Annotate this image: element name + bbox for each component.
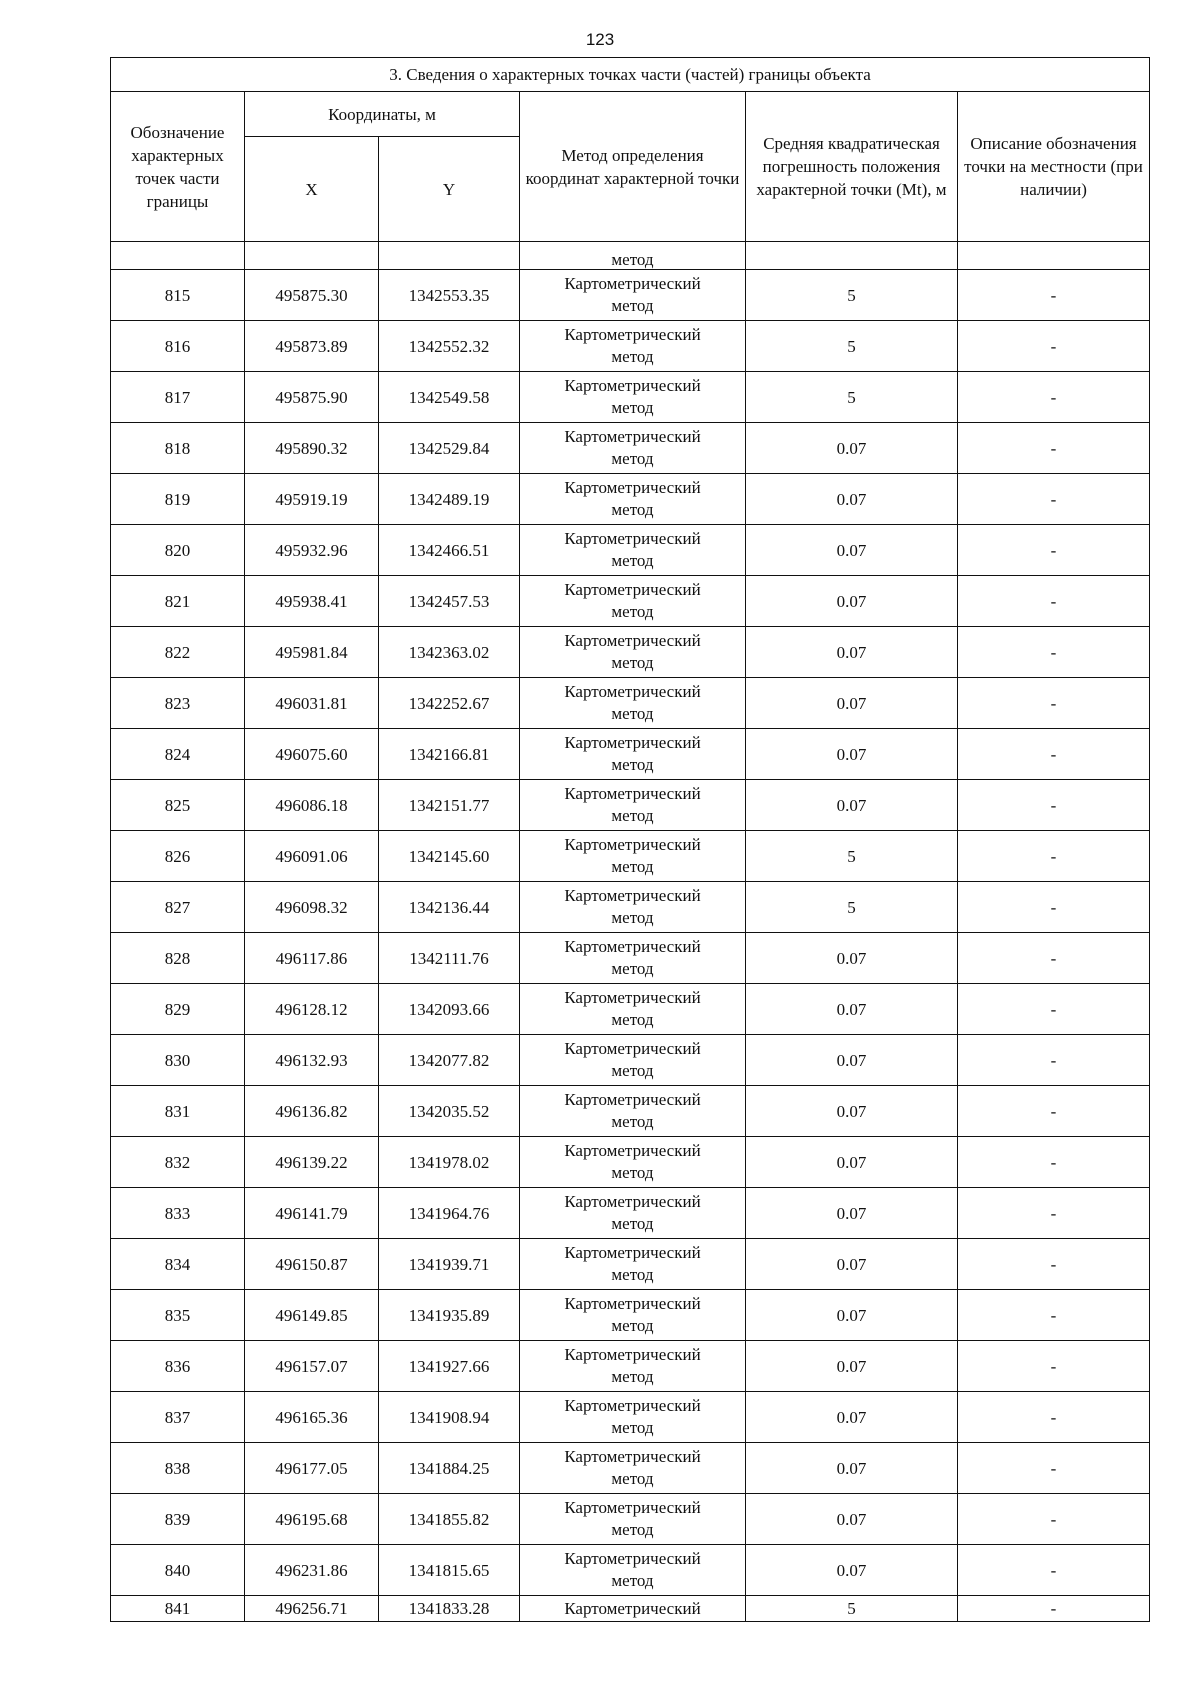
y-cell: 1341939.71 bbox=[379, 1239, 520, 1290]
x-cell: 496157.07 bbox=[245, 1341, 379, 1392]
table-row bbox=[111, 474, 1150, 525]
table-row bbox=[111, 1443, 1150, 1494]
method-line-1: Картометрический bbox=[564, 682, 701, 701]
method-line-2: метод bbox=[611, 1112, 654, 1131]
description-cell: - bbox=[958, 1035, 1150, 1086]
table-row bbox=[111, 627, 1150, 678]
header-x: X bbox=[245, 137, 379, 242]
error-cell: 0.07 bbox=[746, 1341, 958, 1392]
description-cell: - bbox=[958, 576, 1150, 627]
method-cell bbox=[520, 780, 746, 831]
table-row bbox=[111, 1035, 1150, 1086]
method-line-1: Картометрический bbox=[564, 733, 701, 752]
method-line-1: Картометрический bbox=[564, 937, 701, 956]
method-cell bbox=[520, 1035, 746, 1086]
table-row bbox=[111, 831, 1150, 882]
error-cell: 5 bbox=[746, 831, 958, 882]
y-cell: 1341908.94 bbox=[379, 1392, 520, 1443]
x-cell: 496086.18 bbox=[245, 780, 379, 831]
x-cell: 496136.82 bbox=[245, 1086, 379, 1137]
description-cell: - bbox=[958, 1494, 1150, 1545]
table-row bbox=[111, 780, 1150, 831]
point-cell: 820 bbox=[111, 525, 245, 576]
error-cell: 0.07 bbox=[746, 678, 958, 729]
method-line-2: метод bbox=[611, 1163, 654, 1182]
table-row bbox=[111, 372, 1150, 423]
method-cell bbox=[520, 831, 746, 882]
description-cell: - bbox=[958, 270, 1150, 321]
point-cell: 837 bbox=[111, 1392, 245, 1443]
x-cell: 496231.86 bbox=[245, 1545, 379, 1596]
table-row bbox=[111, 1494, 1150, 1545]
error-cell: 5 bbox=[746, 1596, 958, 1622]
error-cell: 0.07 bbox=[746, 474, 958, 525]
x-cell: 496165.36 bbox=[245, 1392, 379, 1443]
method-line-2: метод bbox=[611, 602, 654, 621]
x-cell: 495890.32 bbox=[245, 423, 379, 474]
error-cell: 0.07 bbox=[746, 780, 958, 831]
header-point: Обозначение характерных точек части границы bbox=[111, 92, 245, 242]
description-cell: - bbox=[958, 1545, 1150, 1596]
y-cell: 1341927.66 bbox=[379, 1341, 520, 1392]
table-row bbox=[111, 1545, 1150, 1596]
method-line-1: Картометрический bbox=[564, 988, 701, 1007]
method-line-2: метод bbox=[611, 1469, 654, 1488]
point-cell: 841 bbox=[111, 1596, 245, 1622]
table-row bbox=[111, 576, 1150, 627]
error-cell: 0.07 bbox=[746, 1188, 958, 1239]
x-cell: 496150.87 bbox=[245, 1239, 379, 1290]
table-row bbox=[111, 1188, 1150, 1239]
method-line-2: метод bbox=[611, 857, 654, 876]
error-cell: 0.07 bbox=[746, 1443, 958, 1494]
y-cell: 1342093.66 bbox=[379, 984, 520, 1035]
table-row bbox=[111, 1137, 1150, 1188]
header-method: Метод определения координат характерной точки bbox=[520, 92, 746, 242]
point-cell: 823 bbox=[111, 678, 245, 729]
method-line-1: Картометрический bbox=[564, 1549, 701, 1568]
method-line-1: Картометрический bbox=[564, 1447, 701, 1466]
point-cell: 818 bbox=[111, 423, 245, 474]
method-line-1: Картометрический bbox=[564, 1090, 701, 1109]
method-line-2: метод bbox=[611, 1010, 654, 1029]
method-cell bbox=[520, 984, 746, 1035]
error-cell: 0.07 bbox=[746, 1545, 958, 1596]
method-line-1: Картометрический bbox=[564, 427, 701, 446]
header-description: Описание обозначения точки на местности (при наличии) bbox=[958, 92, 1150, 242]
point-cell: 826 bbox=[111, 831, 245, 882]
x-cell: 496141.79 bbox=[245, 1188, 379, 1239]
table-row bbox=[111, 1290, 1150, 1341]
y-cell: 1341855.82 bbox=[379, 1494, 520, 1545]
description-cell: - bbox=[958, 933, 1150, 984]
description-cell: - bbox=[958, 1137, 1150, 1188]
method-line-2: метод bbox=[611, 1418, 654, 1437]
header-error: Средняя квадратическая погрешность положения характерной точки (Mt), м bbox=[746, 92, 958, 242]
point-cell: 832 bbox=[111, 1137, 245, 1188]
x-cell: 496075.60 bbox=[245, 729, 379, 780]
point-cell: 816 bbox=[111, 321, 245, 372]
method-cell bbox=[520, 1137, 746, 1188]
boundary-points-table bbox=[110, 57, 1150, 1622]
method-line-1: Картометрический bbox=[564, 631, 701, 650]
error-cell: 5 bbox=[746, 321, 958, 372]
error-cell: 0.07 bbox=[746, 627, 958, 678]
method-cell bbox=[520, 321, 746, 372]
point-cell: 817 bbox=[111, 372, 245, 423]
error-cell: 0.07 bbox=[746, 576, 958, 627]
x-cell: 496098.32 bbox=[245, 882, 379, 933]
y-cell: 1342111.76 bbox=[379, 933, 520, 984]
method-line-1: Картометрический bbox=[564, 784, 701, 803]
method-line-1: Картометрический bbox=[564, 1396, 701, 1415]
method-cell bbox=[520, 933, 746, 984]
table-row bbox=[111, 933, 1150, 984]
y-cell: 1342549.58 bbox=[379, 372, 520, 423]
method-line-2: метод bbox=[611, 959, 654, 978]
table-row bbox=[111, 1596, 1150, 1622]
method-cell bbox=[520, 423, 746, 474]
x-cell: 495981.84 bbox=[245, 627, 379, 678]
point-cell: 828 bbox=[111, 933, 245, 984]
method-cell bbox=[520, 525, 746, 576]
method-line-2: метод bbox=[611, 806, 654, 825]
y-cell: 1341964.76 bbox=[379, 1188, 520, 1239]
method-line-2: метод bbox=[611, 1214, 654, 1233]
x-cell: 496256.71 bbox=[245, 1596, 379, 1622]
description-cell: - bbox=[958, 729, 1150, 780]
method-line-1: Картометрический bbox=[564, 478, 701, 497]
method-line-2: метод bbox=[611, 1061, 654, 1080]
description-cell: - bbox=[958, 1290, 1150, 1341]
description-cell: - bbox=[958, 780, 1150, 831]
error-cell: 0.07 bbox=[746, 1137, 958, 1188]
x-cell: 495875.30 bbox=[245, 270, 379, 321]
x-cell: 495875.90 bbox=[245, 372, 379, 423]
point-cell: 824 bbox=[111, 729, 245, 780]
x-cell: 496128.12 bbox=[245, 984, 379, 1035]
method-line-2: метод bbox=[611, 347, 654, 366]
x-cell: 496132.93 bbox=[245, 1035, 379, 1086]
method-line-2: метод bbox=[611, 755, 654, 774]
description-cell: - bbox=[958, 1443, 1150, 1494]
method-cell bbox=[520, 729, 746, 780]
table-row bbox=[111, 1392, 1150, 1443]
method-line-1: Картометрический bbox=[564, 580, 701, 599]
table-row bbox=[111, 525, 1150, 576]
error-cell: 0.07 bbox=[746, 423, 958, 474]
error-cell: 0.07 bbox=[746, 525, 958, 576]
x-cell: 496031.81 bbox=[245, 678, 379, 729]
error-cell: 0.07 bbox=[746, 1239, 958, 1290]
description-cell: - bbox=[958, 321, 1150, 372]
point-cell: 815 bbox=[111, 270, 245, 321]
table-row bbox=[111, 984, 1150, 1035]
y-cell: 1342363.02 bbox=[379, 627, 520, 678]
description-cell: - bbox=[958, 627, 1150, 678]
header-y: Y bbox=[379, 137, 520, 242]
method-line-2: метод bbox=[611, 500, 654, 519]
description-cell: - bbox=[958, 1086, 1150, 1137]
method-cell bbox=[520, 1239, 746, 1290]
error-cell: 0.07 bbox=[746, 1086, 958, 1137]
y-cell: 1341815.65 bbox=[379, 1545, 520, 1596]
error-cell: 5 bbox=[746, 270, 958, 321]
y-cell: 1342077.82 bbox=[379, 1035, 520, 1086]
y-cell: 1341978.02 bbox=[379, 1137, 520, 1188]
method-cell bbox=[520, 1086, 746, 1137]
method-line-2: метод bbox=[611, 1316, 654, 1335]
method-line-2: метод bbox=[611, 653, 654, 672]
table-row bbox=[111, 321, 1150, 372]
point-cell: 822 bbox=[111, 627, 245, 678]
description-cell: - bbox=[958, 423, 1150, 474]
method-cell bbox=[520, 270, 746, 321]
x-cell: 495919.19 bbox=[245, 474, 379, 525]
error-cell: 0.07 bbox=[746, 1494, 958, 1545]
y-cell: 1342145.60 bbox=[379, 831, 520, 882]
continued-row bbox=[111, 242, 1150, 270]
method-line-1: Картометрический bbox=[564, 1498, 701, 1517]
table-row bbox=[111, 678, 1150, 729]
method-cell bbox=[520, 678, 746, 729]
point-cell: 831 bbox=[111, 1086, 245, 1137]
error-cell: 0.07 bbox=[746, 1290, 958, 1341]
method-line-2: метод bbox=[611, 296, 654, 315]
method-line-1: Картометрический bbox=[564, 1192, 701, 1211]
error-cell: 5 bbox=[746, 372, 958, 423]
method-line-2: метод bbox=[611, 449, 654, 468]
description-cell: - bbox=[958, 984, 1150, 1035]
table-row bbox=[111, 1239, 1150, 1290]
method-cell bbox=[520, 1545, 746, 1596]
description-cell: - bbox=[958, 1188, 1150, 1239]
error-cell: 0.07 bbox=[746, 933, 958, 984]
description-cell: - bbox=[958, 882, 1150, 933]
y-cell: 1342151.77 bbox=[379, 780, 520, 831]
point-cell: 829 bbox=[111, 984, 245, 1035]
point-cell: 835 bbox=[111, 1290, 245, 1341]
method-cell bbox=[520, 882, 746, 933]
description-cell: - bbox=[958, 678, 1150, 729]
method-cell bbox=[520, 372, 746, 423]
y-cell: 1342166.81 bbox=[379, 729, 520, 780]
x-cell: 496091.06 bbox=[245, 831, 379, 882]
y-cell: 1341935.89 bbox=[379, 1290, 520, 1341]
method-cell bbox=[520, 576, 746, 627]
method-line-1: Картометрический bbox=[564, 1243, 701, 1262]
table-row bbox=[111, 729, 1150, 780]
method-cell: Картометрический bbox=[520, 1596, 746, 1622]
point-cell: 830 bbox=[111, 1035, 245, 1086]
y-cell: 1342529.84 bbox=[379, 423, 520, 474]
table-row bbox=[111, 423, 1150, 474]
method-line-2: метод bbox=[611, 551, 654, 570]
method-line-2: метод bbox=[611, 1520, 654, 1539]
method-line-2: метод bbox=[611, 398, 654, 417]
description-cell: - bbox=[958, 372, 1150, 423]
method-cell bbox=[520, 474, 746, 525]
y-cell: 1342136.44 bbox=[379, 882, 520, 933]
method-cell bbox=[520, 1443, 746, 1494]
y-cell: 1342457.53 bbox=[379, 576, 520, 627]
point-cell: 839 bbox=[111, 1494, 245, 1545]
description-cell: - bbox=[958, 525, 1150, 576]
method-line-2: метод bbox=[611, 1571, 654, 1590]
method-line-2: метод bbox=[611, 1265, 654, 1284]
table-row bbox=[111, 270, 1150, 321]
y-cell: 1342252.67 bbox=[379, 678, 520, 729]
table-row bbox=[111, 882, 1150, 933]
description-cell: - bbox=[958, 1392, 1150, 1443]
method-line-1: Картометрический bbox=[564, 529, 701, 548]
method-line-1: Картометрический bbox=[564, 274, 701, 293]
method-cell bbox=[520, 1290, 746, 1341]
y-cell: 1341833.28 bbox=[379, 1596, 520, 1622]
point-cell: 827 bbox=[111, 882, 245, 933]
error-cell: 0.07 bbox=[746, 984, 958, 1035]
method-line-1: Картометрический bbox=[564, 1294, 701, 1313]
description-cell: - bbox=[958, 1596, 1150, 1622]
y-cell: 1342552.32 bbox=[379, 321, 520, 372]
point-cell: 834 bbox=[111, 1239, 245, 1290]
error-cell: 5 bbox=[746, 882, 958, 933]
method-line-1: Картометрический bbox=[564, 1141, 701, 1160]
method-line-2: метод bbox=[611, 704, 654, 723]
method-line-1: Картометрический bbox=[564, 835, 701, 854]
y-cell: 1342489.19 bbox=[379, 474, 520, 525]
method-line-1: Картометрический bbox=[564, 376, 701, 395]
method-line-1: Картометрический bbox=[564, 1039, 701, 1058]
method-line-2: метод bbox=[611, 908, 654, 927]
table-row bbox=[111, 1341, 1150, 1392]
page-number: 123 bbox=[585, 30, 615, 49]
point-cell: 836 bbox=[111, 1341, 245, 1392]
error-cell: 0.07 bbox=[746, 1035, 958, 1086]
x-cell: 495938.41 bbox=[245, 576, 379, 627]
table-title: 3. Сведения о характерных точках части (частей) границы объекта bbox=[111, 58, 1150, 92]
x-cell: 495873.89 bbox=[245, 321, 379, 372]
description-cell: - bbox=[958, 831, 1150, 882]
y-cell: 1342035.52 bbox=[379, 1086, 520, 1137]
point-cell: 819 bbox=[111, 474, 245, 525]
method-cell bbox=[520, 1494, 746, 1545]
error-cell: 0.07 bbox=[746, 729, 958, 780]
y-cell: 1341884.25 bbox=[379, 1443, 520, 1494]
x-cell: 496139.22 bbox=[245, 1137, 379, 1188]
y-cell: 1342553.35 bbox=[379, 270, 520, 321]
header-coords: Координаты, м bbox=[245, 92, 520, 137]
method-line-2: метод bbox=[611, 1367, 654, 1386]
method-line-1: Картометрический bbox=[564, 325, 701, 344]
x-cell: 495932.96 bbox=[245, 525, 379, 576]
method-cell bbox=[520, 1341, 746, 1392]
method-line-1: Картометрический bbox=[564, 886, 701, 905]
y-cell: 1342466.51 bbox=[379, 525, 520, 576]
x-cell: 496177.05 bbox=[245, 1443, 379, 1494]
description-cell: - bbox=[958, 1341, 1150, 1392]
error-cell: 0.07 bbox=[746, 1392, 958, 1443]
method-line-1: Картометрический bbox=[564, 1345, 701, 1364]
description-cell: - bbox=[958, 1239, 1150, 1290]
point-cell: 825 bbox=[111, 780, 245, 831]
point-cell: 838 bbox=[111, 1443, 245, 1494]
point-cell: 840 bbox=[111, 1545, 245, 1596]
continued-method: метод bbox=[520, 242, 746, 270]
x-cell: 496195.68 bbox=[245, 1494, 379, 1545]
table-row bbox=[111, 1086, 1150, 1137]
method-cell bbox=[520, 1188, 746, 1239]
point-cell: 821 bbox=[111, 576, 245, 627]
method-cell bbox=[520, 627, 746, 678]
method-cell bbox=[520, 1392, 746, 1443]
x-cell: 496149.85 bbox=[245, 1290, 379, 1341]
description-cell: - bbox=[958, 474, 1150, 525]
point-cell: 833 bbox=[111, 1188, 245, 1239]
x-cell: 496117.86 bbox=[245, 933, 379, 984]
